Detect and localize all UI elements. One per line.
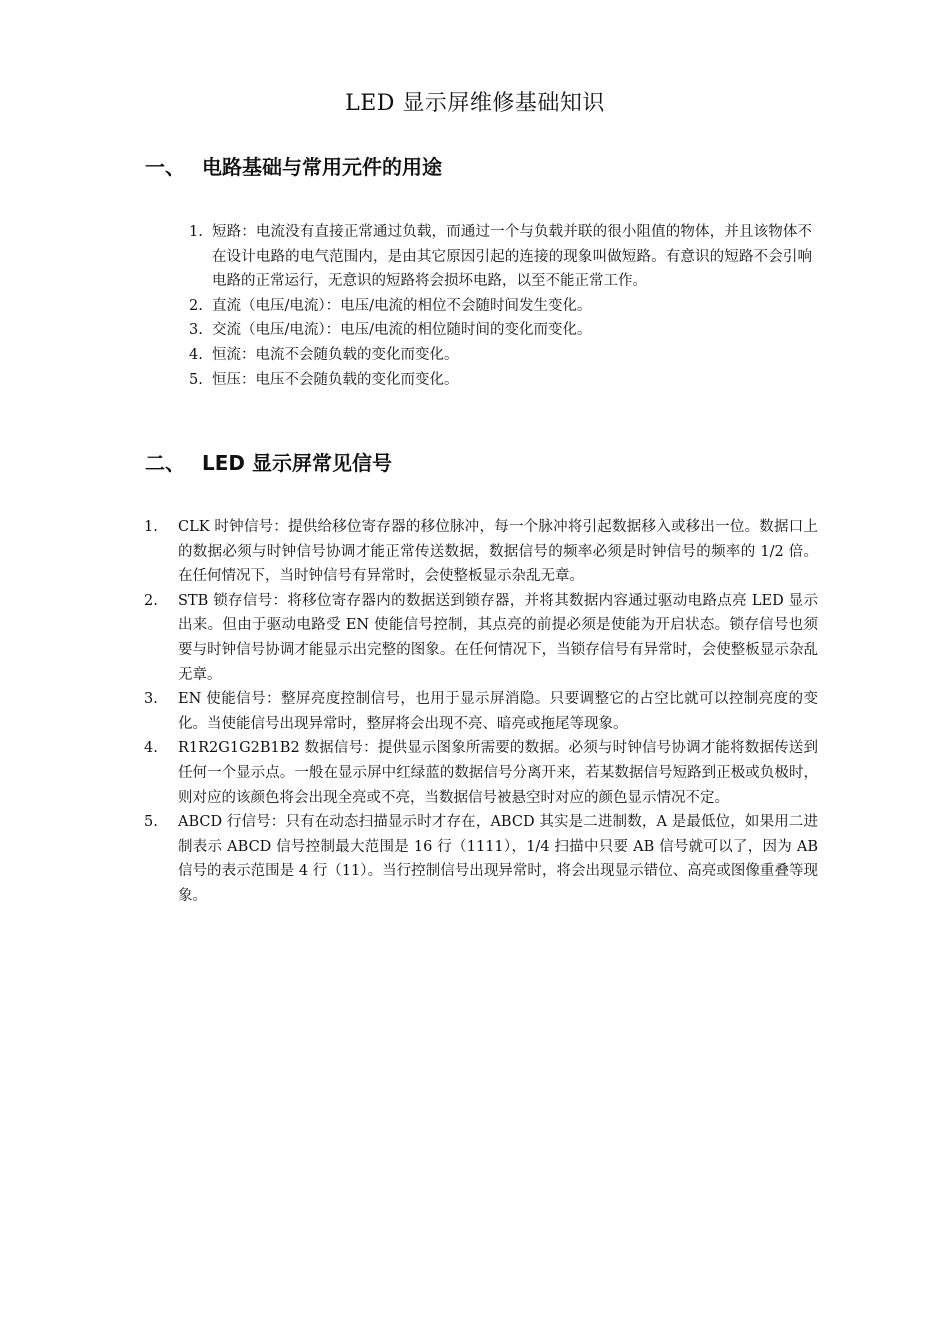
circuit-basics-list [189,220,812,392]
list-item-text: STB 锁存信号：将移位寄存器内的数据送到锁存器，并将其数据内容通过驱动电路点亮 LED 显示出来。但由于驱动电路受 EN 使能信号控制，其点亮的前提必须是使能为开启状态。锁存信号也须要与时钟信号协调才能显示出完整的图象。在任何情况下，当锁存信号有异常时，会使整板显示杂乱无章。 [178,592,818,683]
list-item [189,294,812,319]
list-item-number: 5. [189,371,203,388]
list-item-text: 交流（电压/电流）：电压/电流的相位随时间的变化而变化。 [212,322,592,339]
list-item-number: 2. [189,297,203,314]
list-item [144,810,818,908]
list-item-text: 直流（电压/电流）：电压/电流的相位不会随时间发生变化。 [212,297,592,314]
section-number: 一、 [145,155,185,179]
list-item-number: 1. [144,519,158,535]
list-item-text: 恒压：电压不会随负载的变化而变化。 [212,371,459,388]
section-heading-text: LED 显示屏常见信号 [202,451,392,475]
list-item [144,736,818,810]
list-item-number: 3. [144,691,158,708]
section-heading-circuit-basics [145,151,442,183]
list-item [144,515,818,589]
section-heading-text: 电路基础与常用元件的用途 [202,155,442,179]
list-item-text: 恒流：电流不会随负载的变化而变化。 [212,346,459,363]
list-item-number: 4. [144,740,158,757]
list-item [189,343,812,368]
list-item-text: R1R2G1G2B1B2 数据信号：提供显示图象所需要的数据。必须与时钟信号协调才能将数据传送到任何一个显示点。一般在显示屏中红绿蓝的数据信号分离开来，若某数据信号短路到正极或负极时，则对应的该颜色将会出现全亮或不亮，当数据信号被悬空时对应的颜色显示情况不定。 [178,740,818,806]
list-item-number: 3. [189,322,203,339]
document-title: LED 显示屏维修基础知识 [345,91,605,116]
list-item-text: 短路：电流没有直接正常通过负载，而通过一个与负载并联的很小阻值的物体，并且该物体不在设计电路的电气范围内，是由其它原因引起的连接的现象叫做短路。有意识的短路不会引响电路的正常运行，无意识的短路将会损坏电路，以至不能正常工作。 [212,224,812,290]
list-item-text: EN 使能信号：整屏亮度控制信号，也用于显示屏消隐。只要调整它的占空比就可以控制亮度的变化。当使能信号出现异常时，整屏将会出现不亮、暗亮或拖尾等现象。 [178,691,818,732]
list-item-text: ABCD 行信号：只有在动态扫描显示时才存在，ABCD 其实是二进制数，A 是最低位，如果用二进制表示 ABCD 信号控制最大范围是 16 行（1111），1/4 扫描中只要 AB 信号就可以了，因为 AB 信号的表示范围是 4 行（11）。当行控制信号出现异常时，将会出现显示错位、高亮或图像重叠等现象。 [178,814,818,904]
list-item-number: 2. [144,592,158,609]
list-item [189,368,812,393]
section-heading-led-signals [145,447,392,479]
list-item [189,220,812,294]
list-item [144,589,818,687]
list-item-number: 4. [189,346,203,363]
list-item-number: 1. [189,224,203,240]
led-signals-list [144,515,818,909]
list-item-text: CLK 时钟信号：提供给移位寄存器的移位脉冲，每一个脉冲将引起数据移入或移出一位。数据口上的数据必须与时钟信号协调才能正常传送数据，数据信号的频率必须是时钟信号的频率的 1/2 倍。在任何情况下，当时钟信号有异常时，会使整板显示杂乱无章。 [178,519,818,585]
list-item-number: 5. [144,814,158,831]
list-item [189,318,812,343]
section-number: 二、 [145,451,185,475]
list-item [144,687,818,736]
